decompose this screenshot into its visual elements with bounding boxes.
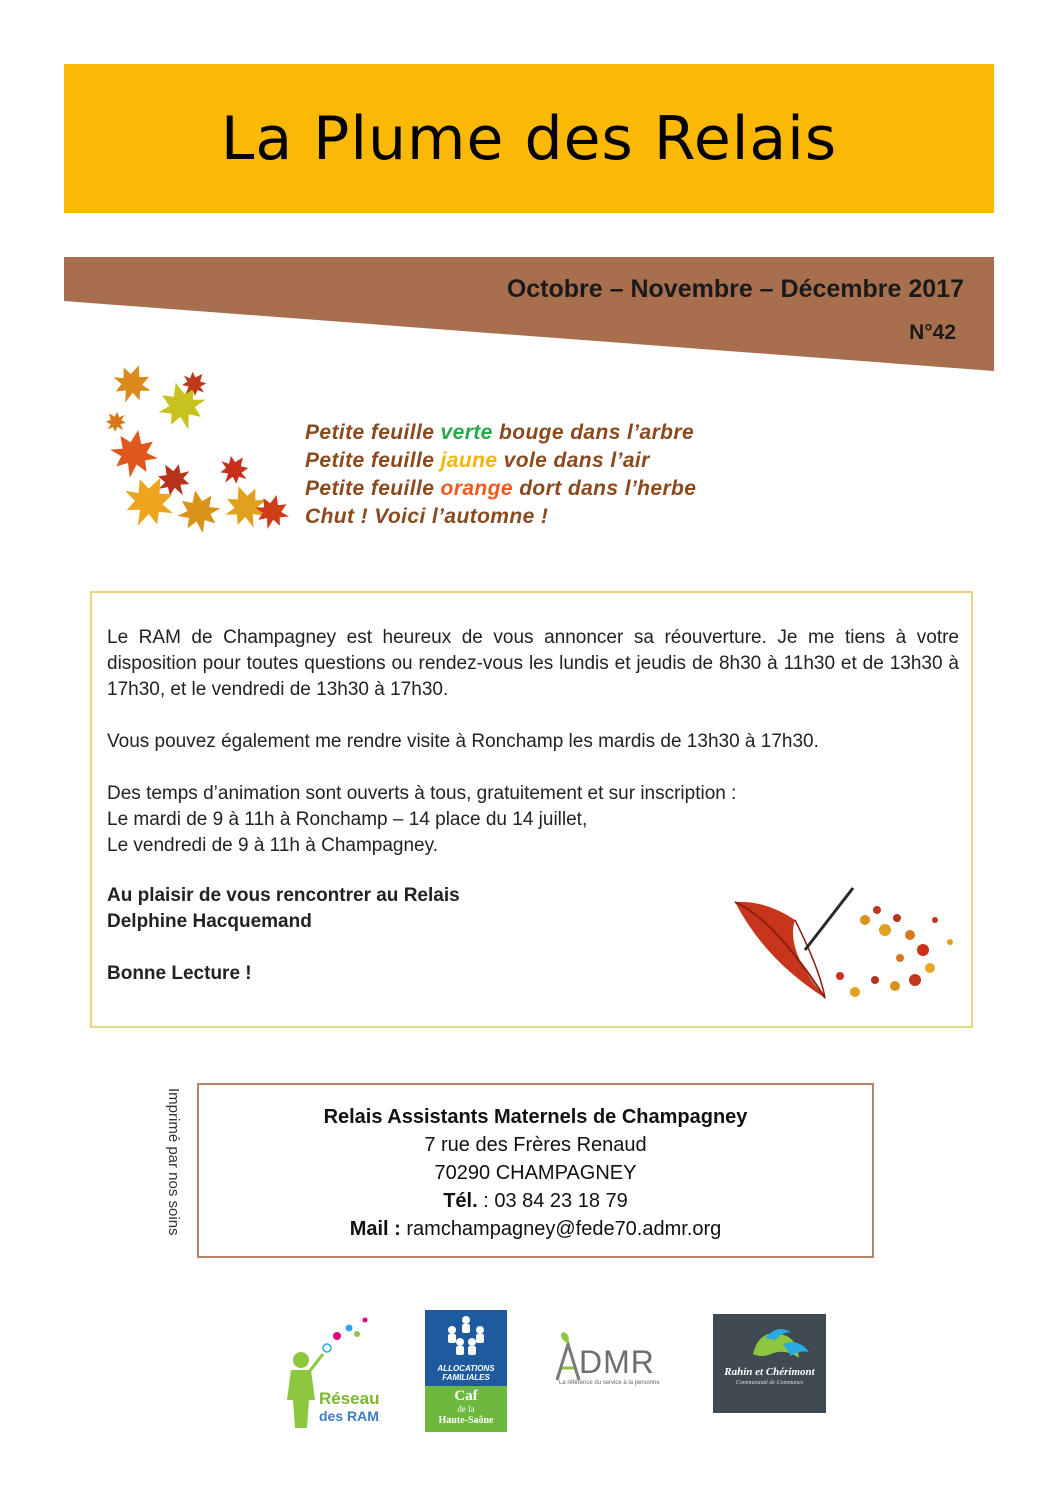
message-closing: Au plaisir de vous rencontrer au Relais [107,885,460,906]
admr-tagline: La référence du service à la personne [559,1380,660,1386]
contact-street: 7 rue des Frères Renaud [424,1134,647,1156]
rahin-name: Rahin et Chérimont [724,1366,815,1378]
message-animation-champagney: Le vendredi de 9 à 11h à Champagney. [107,835,438,856]
poem-word-yellow: jaune [440,449,498,472]
poem-word-green: verte [440,421,493,444]
caf-sub2: Haute-Saône [438,1415,494,1426]
reseau-ram-logo [285,1312,395,1432]
reseau-ram-line2: des RAM [319,1408,379,1424]
caf-top-line2: FAMILIALES [442,1373,490,1382]
caf-logo [425,1310,507,1432]
poem-word-orange: orange [440,477,513,500]
rahin-cherimont-logo [713,1314,826,1413]
message-paragraph-opening: Le RAM de Champagney est heureux de vous annoncer sa réouverture. Je me tiens à votre disposition pour toutes questions ou rendez-vous les lundis et jeudis de 8h30 à 11h30 et de 13h30 à 17h30, et le vendredi de 13h30 à 17h30. [107,627,959,700]
caf-top-line1: ALLOCATIONS [437,1364,495,1373]
message-paragraph-ronchamp: Vous pouvez également me rendre visite à Ronchamp les mardis de 13h30 à 17h30. [107,731,819,752]
message-bonne-lecture: Bonne Lecture ! [107,963,252,984]
poem-line-yellow: Petite feuille jaune vole dans l’air [305,449,650,472]
edition-band [64,257,994,371]
message-signature: Delphine Hacquemand [107,911,312,932]
admr-name: DMR [579,1344,655,1380]
contact-box [197,1083,874,1258]
caf-sub1: de la [457,1404,475,1414]
printed-by-note: Imprimé par nos soins [165,1088,182,1236]
contact-mail-label: Mail : [349,1218,401,1240]
caf-name: Caf [454,1388,478,1404]
poem-line-green: Petite feuille verte bouge dans l’arbre [305,421,695,444]
autumn-leaves-illustration [104,362,294,532]
contact-mail-address: ramchampagney@fede70.admr.org [400,1218,722,1240]
contact-phone [199,1187,872,1215]
contact-city: 70290 CHAMPAGNEY [434,1162,637,1184]
admr-logo [553,1330,678,1392]
edition-period: Octobre – Novembre – Décembre 2017 [506,275,964,303]
poem-line-orange: Petite feuille orange dort dans l’herbe [305,477,697,500]
title-banner [64,64,994,213]
issue-number: N°42 [909,321,956,344]
message-animation-ronchamp: Le mardi de 9 à 11h à Ronchamp – 14 place du 14 juillet, [107,809,588,830]
rahin-sub: Communauté de Communes [735,1380,804,1386]
contact-organization: Relais Assistants Maternels de Champagney [323,1106,748,1128]
contact-phone-label: Tél. [443,1190,478,1212]
poem-closing: Chut ! Voici l’automne ! [305,505,549,528]
contact-phone-number: : 03 84 23 18 79 [477,1190,628,1212]
reseau-ram-line1: Réseau [319,1389,380,1408]
poem [305,419,805,531]
umbrella-leaves-illustration [725,880,970,1010]
newsletter-title: La Plume des Relais [220,103,838,174]
contact-mail [199,1215,872,1243]
message-paragraph-animation: Des temps d’animation sont ouverts à tous, gratuitement et sur inscription : [107,783,737,804]
